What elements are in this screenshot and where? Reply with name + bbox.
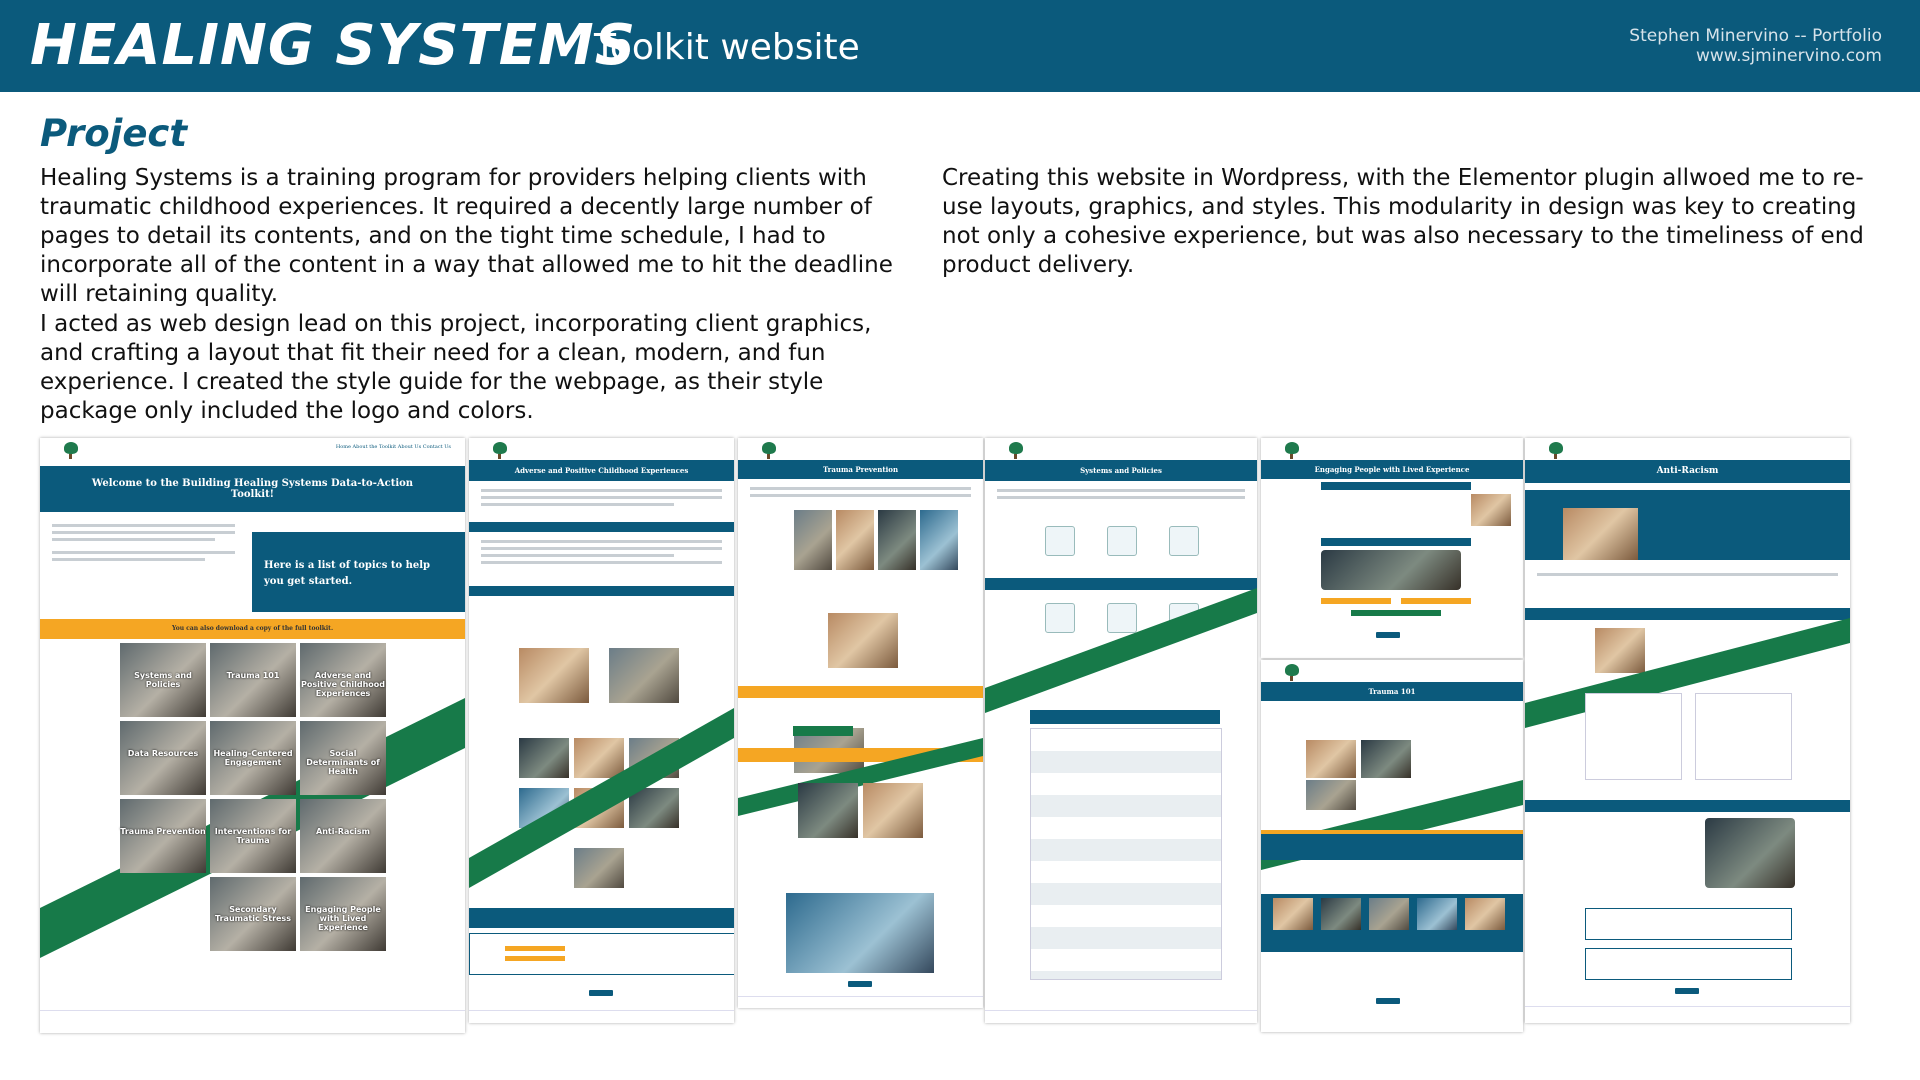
tile-systems-and-policies: Systems and Policies — [120, 643, 206, 717]
thumbnail-engaging-page — [1261, 438, 1523, 658]
description-left-2: I acted as web design lead on this project, incorporating client graphics, and crafting a layout that fit their need for a clean, modern, and fun experience. I created the style guide for the webpage, as their style package only included the logo and colors. — [40, 311, 872, 424]
tile-healing-centered: Healing-Centered Engagement — [210, 721, 296, 795]
logo-icon — [756, 442, 782, 460]
tile-trauma-prevention: Trauma Prevention — [120, 799, 206, 873]
portfolio-credit — [1629, 26, 1882, 66]
logo-icon — [1279, 442, 1305, 460]
thumbnail-anti-racism-page — [1525, 438, 1850, 1023]
description-left-1: Healing Systems is a training program for providers helping clients with traumatic childhood experiences. It required a decently large number of pages to detail its contents, and on the tight time schedule, I had to incorporate all of the content in a way that allowed me to hit the deadline will retaining quality. — [40, 165, 893, 307]
thumb-footer — [40, 1010, 465, 1023]
description-right-1: Creating this website in Wordpress, with the Elementor plugin allwoed me to re-use layouts, graphics, and styles. This modularity in design was key to creating not only a cohesive experience, but was also necessary to the timeliness of end product delivery. — [942, 165, 1864, 278]
page-title: HEALING SYSTEMS — [30, 13, 637, 78]
thumb-trauma101-banner: Trauma 101 — [1261, 682, 1523, 701]
tile-trauma-101: Trauma 101 — [210, 643, 296, 717]
logo-icon — [1003, 442, 1029, 460]
thumb-ace-banner: Adverse and Positive Childhood Experiences — [469, 460, 734, 481]
tile-data-resources: Data Resources — [120, 721, 206, 795]
thumb-nav-links: Home About the Toolkit About Us Contact Us — [335, 444, 451, 450]
credit-url[interactable]: www.sjminervino.com — [1695, 46, 1882, 66]
thumbnail-systems-page — [985, 438, 1257, 1023]
tile-interventions: Interventions for Trauma — [210, 799, 296, 873]
credit-name: Stephen Minervino -- Portfolio — [1629, 26, 1882, 46]
tile-ace: Adverse and Positive Childhood Experiences — [300, 643, 386, 717]
thumbnail-home-page — [40, 438, 465, 1033]
tile-engaging-people: Engaging People with Lived Experience — [300, 877, 386, 951]
logo-icon — [487, 442, 513, 460]
thumbnail-trauma-prevention-page — [738, 438, 983, 1008]
thumb-download-bar: You can also download a copy of the full toolkit. — [40, 619, 465, 639]
thumb-topics-box — [252, 532, 465, 612]
thumb-home-banner: Welcome to the Building Healing Systems Data-to-Action Toolkit! — [40, 466, 465, 512]
thumbnail-trauma101-page — [1261, 660, 1523, 1032]
thumb-nav — [40, 438, 465, 460]
thumb-engaging-banner: Engaging People with Lived Experience — [1261, 460, 1523, 479]
tile-secondary-stress: Secondary Traumatic Stress — [210, 877, 296, 951]
page-subtitle: Toolkit website — [594, 27, 860, 68]
logo-icon — [1279, 664, 1305, 682]
thumb-systems-banner: Systems and Policies — [985, 460, 1257, 481]
logo-icon — [58, 442, 84, 460]
thumb-anti-racism-banner: Anti-Racism — [1525, 460, 1850, 483]
tile-anti-racism: Anti-Racism — [300, 799, 386, 873]
header-bar — [0, 0, 1920, 92]
thumb-trauma-prevention-banner: Trauma Prevention — [738, 460, 983, 479]
section-heading: Project — [40, 112, 188, 155]
thumbnail-ace-page — [469, 438, 734, 1023]
thumb-topics-text: Here is a list of topics to help you get started. — [264, 560, 431, 587]
logo-icon — [1543, 442, 1569, 460]
tile-social-determinants: Social Determinants of Health — [300, 721, 386, 795]
